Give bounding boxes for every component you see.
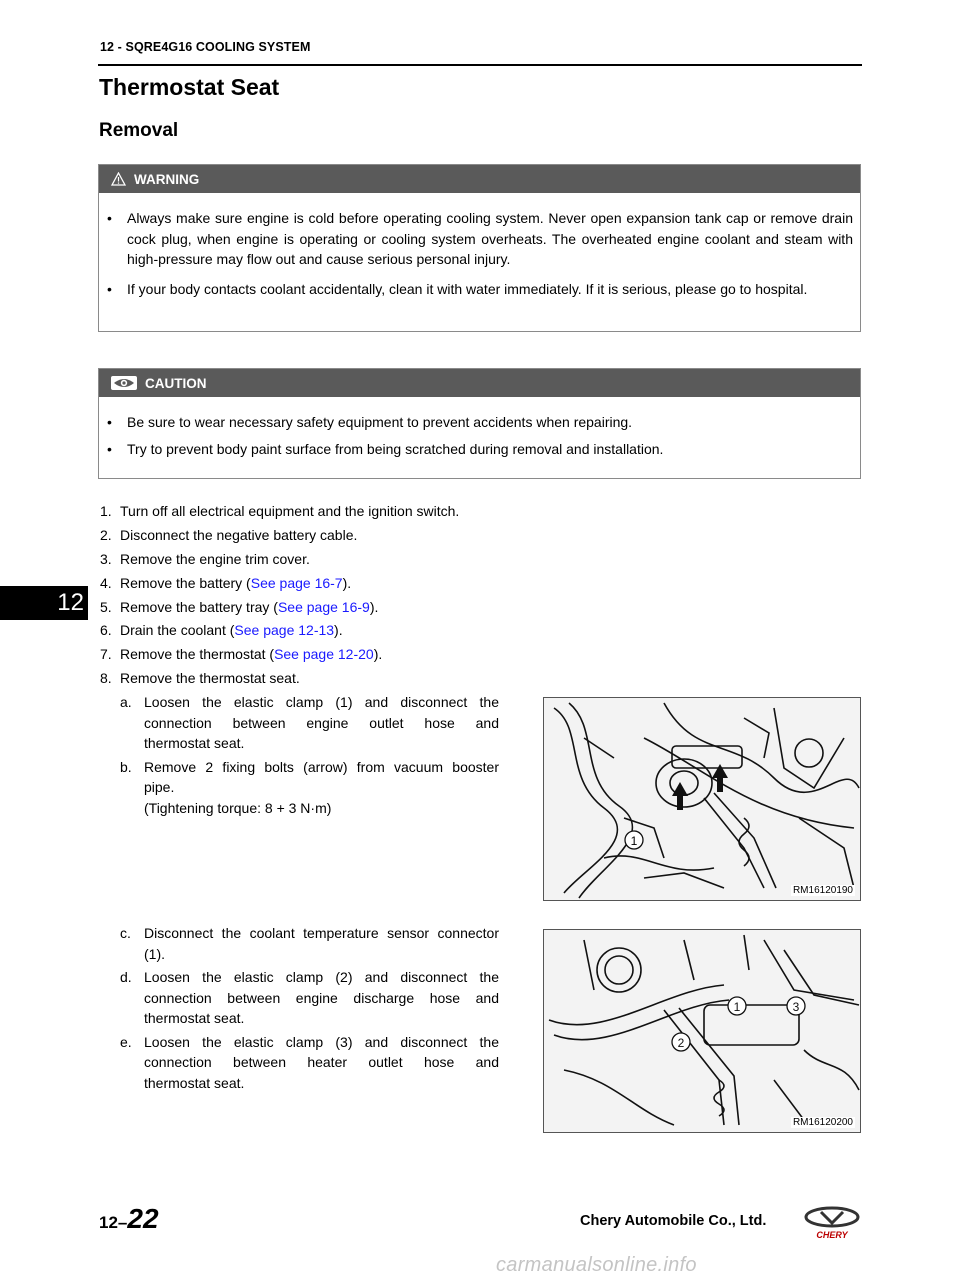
step-item: 6. Drain the coolant (See page 12-13). xyxy=(100,622,343,639)
header-rule xyxy=(98,64,862,66)
substep-item: b. Remove 2 fixing bolts (arrow) from vacuum booster pipe. (Tightening torque: 8 + 3 N·m) xyxy=(120,758,499,816)
procedure-steps xyxy=(100,503,520,694)
step-item: 1. Turn off all electrical equipment and the ignition switch. xyxy=(100,503,460,519)
warning-label: WARNING xyxy=(134,171,200,187)
substep-item: e. Loosen the elastic clamp (3) and disconnect the connection between heater outlet hose and thermostat seat. xyxy=(120,1033,499,1091)
engine-illustration-1 xyxy=(544,698,860,900)
engine-figure-2 xyxy=(543,929,861,1133)
page-link[interactable]: See page 12-13 xyxy=(234,622,335,639)
page-link[interactable]: See page 16-7 xyxy=(250,574,343,591)
warning-box xyxy=(98,164,861,332)
step-item: 8. Remove the thermostat seat. xyxy=(100,670,300,687)
chapter-tab: 12 xyxy=(0,586,88,620)
substeps-group-1 xyxy=(120,692,499,821)
warning-header xyxy=(99,165,860,193)
footer-company: Chery Automobile Co., Ltd. xyxy=(580,1213,767,1229)
logo-text: CHERY xyxy=(816,1230,848,1240)
warning-triangle-icon xyxy=(111,172,126,186)
step-item: 4. Remove the battery (See page 16-7). xyxy=(100,574,352,591)
substeps-group-2 xyxy=(120,923,499,1096)
page-link[interactable]: See page 16-9 xyxy=(277,598,370,615)
page-number: 12–22 xyxy=(99,1203,159,1234)
warning-item: • If your body contacts coolant accidentally, clean it with water immediately. If it is serious, please go to hospital. xyxy=(107,280,808,297)
callout-label: 1 xyxy=(630,834,638,848)
warning-item: • Always make sure engine is cold before operating cooling system. Never open expansion tank cap or remove drain cock plug, when engine is operating or cooling system overheats. The overheated engine coolant and steam with high-pressure may flow out and cause serious personal injury. xyxy=(107,210,853,267)
engine-illustration-2 xyxy=(544,930,860,1132)
figure-code: RM16120190 xyxy=(792,885,853,896)
watermark: carmanualsonline.info xyxy=(496,1254,697,1276)
page-link[interactable]: See page 12-20 xyxy=(274,646,374,663)
step-item: 7. Remove the thermostat (See page 12-20). xyxy=(100,646,383,663)
caution-item: • Try to prevent body paint surface from being scratched during removal and installation. xyxy=(107,440,664,457)
caution-box xyxy=(98,368,861,479)
step-item: 2. Disconnect the negative battery cable. xyxy=(100,526,358,543)
eye-icon xyxy=(111,376,137,390)
step-item: 3. Remove the engine trim cover. xyxy=(100,550,310,567)
engine-figure-1 xyxy=(543,697,861,901)
substep-item: a. Loosen the elastic clamp (1) and disconnect the connection between engine outlet hose and thermostat seat. xyxy=(120,694,499,751)
callout-label: 3 xyxy=(792,1000,800,1014)
callout-label: 1 xyxy=(733,1000,741,1014)
chery-logo xyxy=(803,1206,861,1245)
figure-code: RM16120200 xyxy=(792,1117,853,1128)
running-header: 12 - SQRE4G16 COOLING SYSTEM xyxy=(100,40,311,54)
substep-item: d. Loosen the elastic clamp (2) and disconnect the connection between engine discharge hose and thermostat seat. xyxy=(120,969,499,1026)
page-title: Thermostat Seat xyxy=(99,74,280,100)
section-title: Removal xyxy=(99,120,179,141)
callout-label: 2 xyxy=(677,1036,685,1050)
caution-item: • Be sure to wear necessary safety equipment to prevent accidents when repairing. xyxy=(107,414,633,430)
caution-header xyxy=(99,369,860,397)
caution-label: CAUTION xyxy=(145,375,207,391)
step-item: 5. Remove the battery tray (See page 16-9). xyxy=(100,598,379,615)
substep-item: c. Disconnect the coolant temperature sensor connector (1). xyxy=(120,925,499,962)
